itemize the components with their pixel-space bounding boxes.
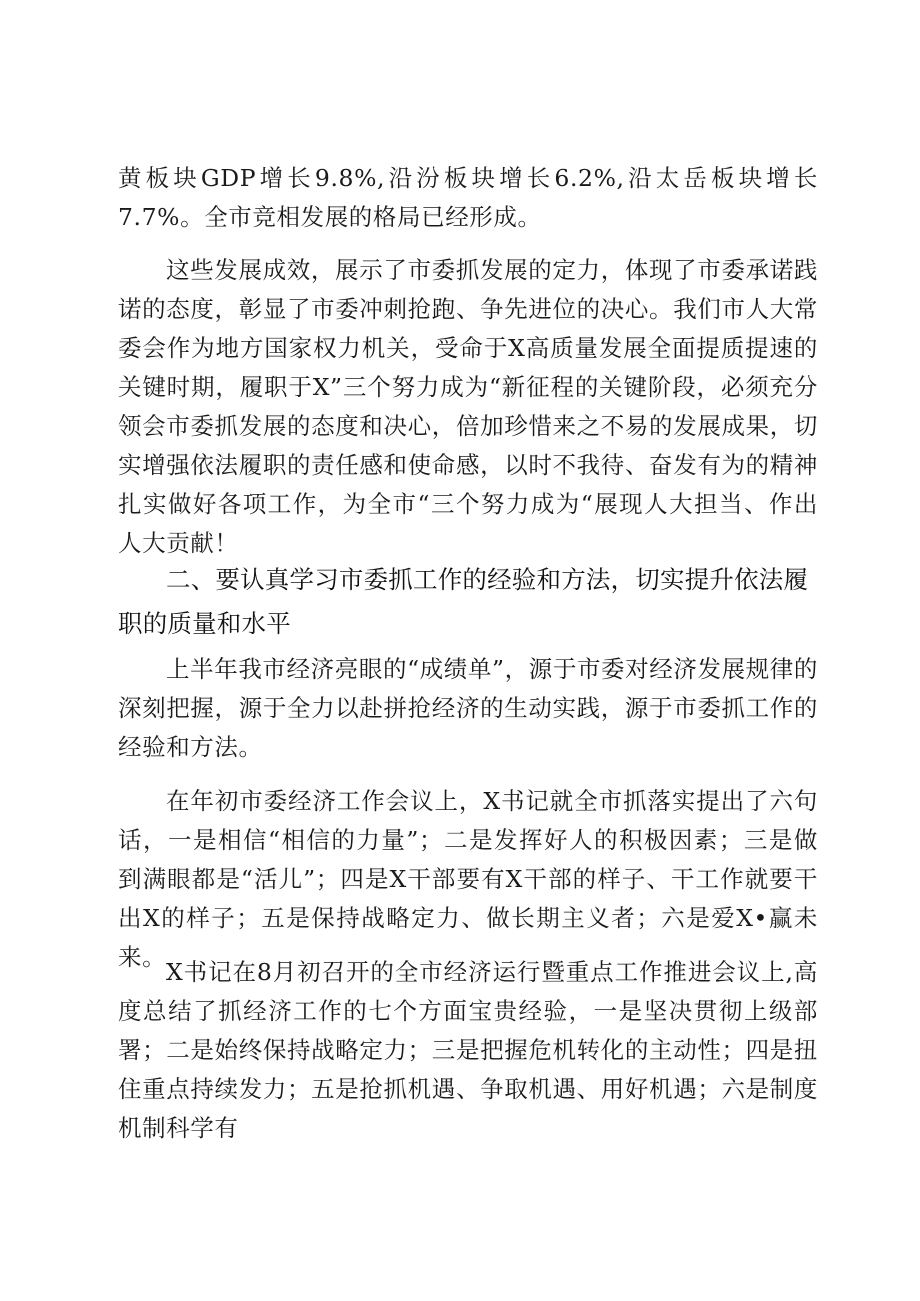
paragraph-six-sentences: 在年初市委经济工作会议上，X书记就全市抓落实提出了六句话，一是相信“相信的力量”；二是发挥好人的积极因素；三是做到满眼都是“活儿”；四是X干部要有X干部的样子、干工作就要干出X的样子；五是保持战略定力、做长期主义者；六是爱X•赢未来。: [118, 787, 818, 971]
paragraph-development-results: 这些发展成效，展示了市委抓发展的定力，体现了市委承诺践诺的态度，彰显了市委冲刺抢跑、争先进位的决心。我们市人大常委会作为地方国家权力机关，受命于X高质量发展全面提质提速的关键时期，履职于X”三个努力成为“新征程的关键阶段，必须充分领会市委抓发展的态度和决心，倍加珍惜来之不易的发展成果，切实增强依法履职的责任感和使命感，以时不我待、奋发有为的精神扎实做好各项工作，为全市“三个努力成为“展现人大担当、作出人大贡献！: [118, 256, 818, 557]
paragraph-report-card: 上半年我市经济亮眼的“成绩单”，源于市委对经济发展规律的深刻把握，源于全力以赴拼抢经济的生动实践，源于市委抓工作的经验和方法。: [118, 655, 818, 761]
paragraph-regional-growth: 黄板块GDP增长9.8%,沿汾板块增长6.2%,沿太岳板块增长7.7%。全市竞相发展的格局已经形成。: [118, 164, 818, 231]
paragraph-seven-experiences: X书记在8月初召开的全市经济运行暨重点工作推进会议上,高度总结了抓经济工作的七个方面宝贵经验，一是坚决贯彻上级部署；二是始终保持战略定力；三是把握危机转化的主动性；四是扭住重点持续发力；五是抢抓机遇、争取机遇、用好机遇；六是制度机制科学有: [118, 958, 818, 1142]
section-heading: 二、要认真学习市委抓工作的经验和方法，切实提升依法履职的质量和水平: [118, 565, 809, 638]
